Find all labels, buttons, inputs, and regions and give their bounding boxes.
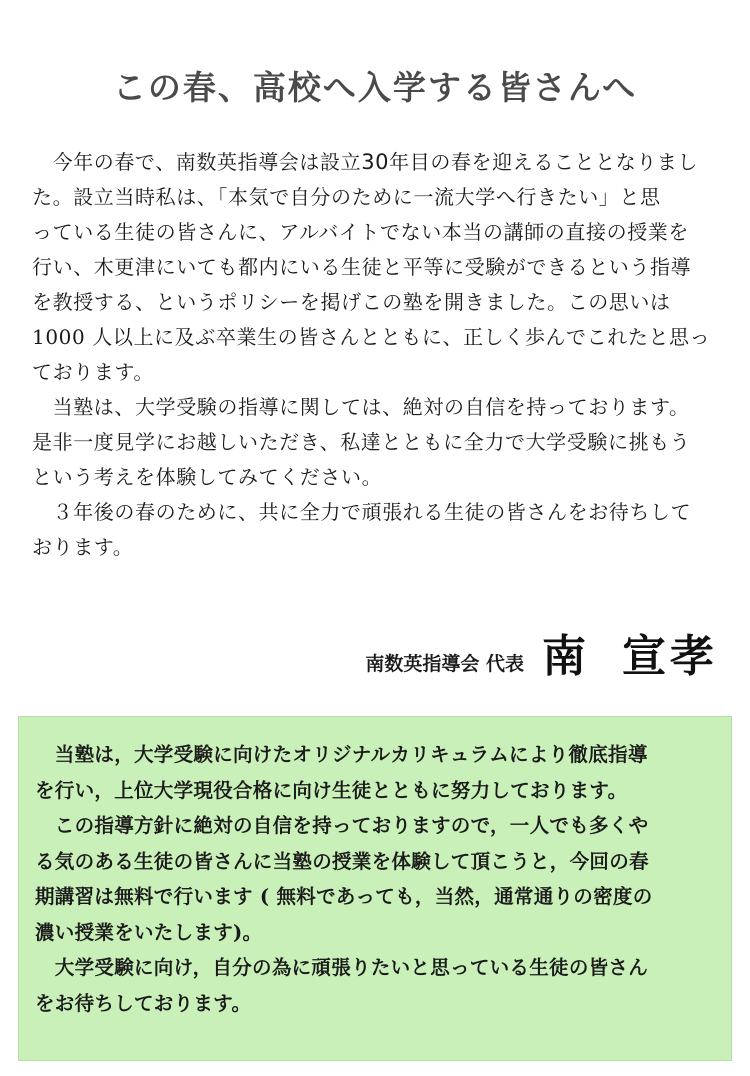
letter-line: た。設立当時私は、「本気で自分のために一流大学へ行きたい」と思 [32,185,661,209]
notice-text [35,737,725,1021]
letter-line: ております。 [32,360,154,384]
letter-line-end: 年目の春を迎えることとなりまし [389,150,699,174]
page-title: この春、高校へ入学する皆さんへ [112,68,638,107]
letter-line: っている生徒の皆さんに、アルバイトでない本当の講師の直接の授業を [32,220,689,244]
notice-box [18,716,732,1061]
letter-line: 是非一度見学にお越しいただき、私達とともに全力で大学受験に挑もう [32,430,691,454]
notice-line: 大学受験に向け，自分の為に頑張りたいと思っている生徒の皆さん [35,956,649,979]
notice-line: る気のある生徒の皆さんに当塾の授業を体験して頂こうと，今回の春 [35,849,649,873]
letter-line: おります。 [32,535,134,559]
notice-line: 濃い授業をいたします)。 [35,920,263,944]
notice-line: をお待ちしております。 [35,991,252,1015]
notice-line: この指導方針に絶対の自信を持っておりますので，一人でも多くや [35,814,649,837]
signature-family-name: 南 [542,631,590,682]
letter-line: 行い、木更津にいても都内にいる生徒と平等に受験ができるという指導 [32,255,692,279]
years-number: 30 [361,150,390,174]
signature [365,620,718,684]
notice-line: 期講習は無料で行います ( 無料であっても，当然，通常通りの密度の [35,885,653,908]
letter-line: を教授する、というポリシーを掲げこの塾を開きました。この思いは [32,290,671,314]
letter-line [32,145,722,180]
notice-line: 当塾は，大学受験に向けたオリジナルカリキュラムにより徹底指導 [35,743,648,766]
letter-body [32,145,722,565]
letter-line: という考えを体験してみてください。 [32,465,383,489]
signature-organization: 南数英指導会 代表 [365,653,524,675]
letter-line: ３年後の春のために、共に全力で頑張れる生徒の皆さんをお待ちして [32,500,692,524]
letter-line-start: 今年の春で、南数英指導会は設立 [32,150,362,174]
signature-given-name: 宣孝 [622,631,718,682]
letter-line: 1000 人以上に及ぶ卒業生の皆さんとともに、正しく歩んでこれたと思っ [32,325,711,349]
notice-line: を行い，上位大学現役合格に向け生徒とともに努力しております。 [35,778,628,802]
letter-line: 当塾は、大学受験の指導に関しては、絶対の自信を持っております。 [32,395,690,419]
signature-name [542,620,718,684]
